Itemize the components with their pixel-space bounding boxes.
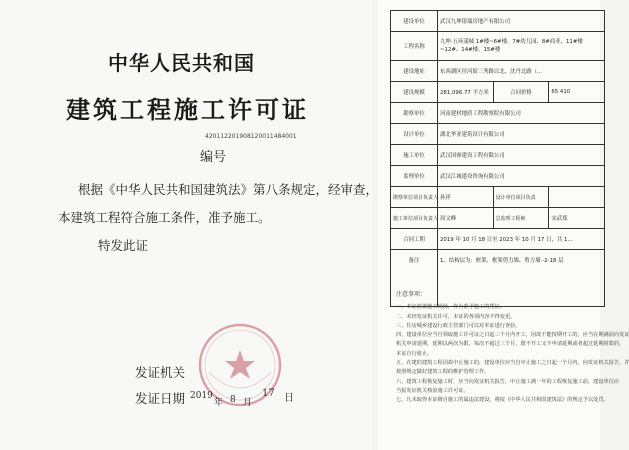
note-line: 三、住房城乡建设行政主管部门可以对本证进行查验。: [396, 322, 521, 329]
country-heading: 中华人民共和国: [108, 51, 255, 75]
row-label: 备注: [391, 250, 438, 307]
row-label: 建设规模: [391, 82, 438, 103]
table-row: [391, 187, 605, 208]
table-row: [391, 145, 605, 166]
row-value: 周文峰: [438, 208, 494, 229]
notes-heading: 注意事项：: [396, 291, 427, 298]
table-row: [391, 82, 605, 103]
row-value: 281,096.77 平方米: [438, 82, 494, 103]
issue-date-day: 17: [262, 388, 275, 399]
table-row: [391, 103, 605, 124]
row-value: 武汉九坤银瑞房地产有限公司: [438, 11, 605, 32]
note-line: 机关申请延期，延期以两次为限，每次不超过三个月，既不开工又不申请延期或者超过延期时限的，: [396, 341, 625, 348]
row-value: 武汉江城建设咨询有限公司: [438, 166, 605, 187]
row-value-2: [549, 187, 605, 208]
row-label-2: 合同价格: [493, 82, 549, 103]
issue-date-month: 8: [230, 395, 236, 405]
row-value: 1、结构层为：框架、框架剪力墙、剪力墙 -2-18 层: [438, 250, 605, 307]
permit-details-page: [378, 0, 629, 450]
row-label: 勘察单位: [391, 103, 438, 124]
table-row: [391, 32, 605, 61]
row-label: 设计单位: [391, 124, 438, 145]
issue-date-year: 2019: [190, 391, 213, 401]
row-label: 合同工期: [391, 229, 438, 250]
row-label: 施工单位: [391, 145, 438, 166]
issuing-authority-label: 发证机关: [135, 365, 186, 380]
permit-title: 建筑工程施工许可证: [66, 95, 309, 124]
row-label-2: 总监理工程师: [493, 208, 549, 229]
issue-date-label: 发证日期: [135, 391, 186, 406]
note-line: 四、建设单位应当自领取施工许可证之日起三个月内开工，因故不能按期开工的，应当在期满前向发证: [396, 332, 629, 339]
row-value: 湖北华亚建筑设计有限公司: [438, 124, 605, 145]
document-number: 420112201908120011484001: [205, 133, 297, 140]
row-value: 2019 年 10 月 18 日至 2023 年 10 月 17 日，共 1...: [438, 229, 605, 250]
note-line: 七、凡未取得本证擅自施工的属违法建设，将按《中华人民共和国建筑法》的规定予以处罚。: [396, 397, 609, 404]
note-line: 二、未经发证机关许可，本证的各项内容不得变更。: [396, 313, 516, 320]
approval-paragraph-line-2: 本建筑工程符合施工条件，准予施工。: [58, 210, 271, 225]
special-issue-note: 特发此证: [98, 238, 149, 253]
table-row: [391, 229, 605, 250]
row-value: 九坤·五环漾城 1#楼~6#楼、7#幼儿园、8#商业，11#楼~12#、14#楼、15#楼: [438, 32, 605, 61]
row-label: 监理单位: [391, 166, 438, 187]
row-value: 河南建材地质工程勘察院有限公司: [438, 103, 605, 124]
row-value: 孙祥: [438, 187, 494, 208]
row-value-2: 65 410: [549, 82, 605, 103]
note-line: 本证自行废止。: [396, 350, 433, 357]
row-label: 工程名称: [391, 32, 438, 61]
project-details-table: [390, 10, 605, 307]
row-label: 施工单位项目负责人: [391, 208, 438, 229]
row-label: 建设单位: [391, 11, 438, 32]
number-label: 编号: [200, 150, 227, 165]
note-line: 当报发证机关核验施工许可证。: [396, 387, 469, 394]
table-row: [391, 124, 605, 145]
note-line: 按照规定做好建筑工程的维护管理工作。: [396, 369, 490, 376]
day-character: 日: [284, 393, 294, 404]
approval-paragraph-line-1: 根据《中华人民共和国建筑法》第八条规定，经审查，: [78, 182, 379, 197]
note-line: 六、建筑工程恢复施工时，应当向发证机关报告，中止施工满一年的工程恢复施工前，建设单位应: [396, 378, 620, 385]
note-line: 五、在建的建筑工程因故中止施工的，建设单位应当自中止施工之日起一个月内，向发证机关报告，并: [396, 360, 629, 367]
table-row: [391, 166, 605, 187]
row-value: 东西湖区径河街三秀路以北、沈丹北路（...: [438, 61, 605, 82]
row-label-2: 设计单位项目负责: [493, 187, 549, 208]
table-row: [391, 11, 605, 32]
year-character: 年: [214, 398, 224, 408]
notes-section: [396, 290, 629, 406]
note-line: 一、本证放置施工现场，作为准予施工的凭证。: [396, 304, 505, 311]
table-row: [391, 61, 605, 82]
row-value-2: 宋武郑: [549, 208, 605, 229]
row-value: 武汉国睿建设工程有限公司: [438, 145, 605, 166]
month-character: 月: [243, 398, 253, 408]
row-label: 勘察单位项目负责人: [391, 187, 438, 208]
row-label: 建设地址: [391, 61, 438, 82]
table-row: [391, 208, 605, 229]
